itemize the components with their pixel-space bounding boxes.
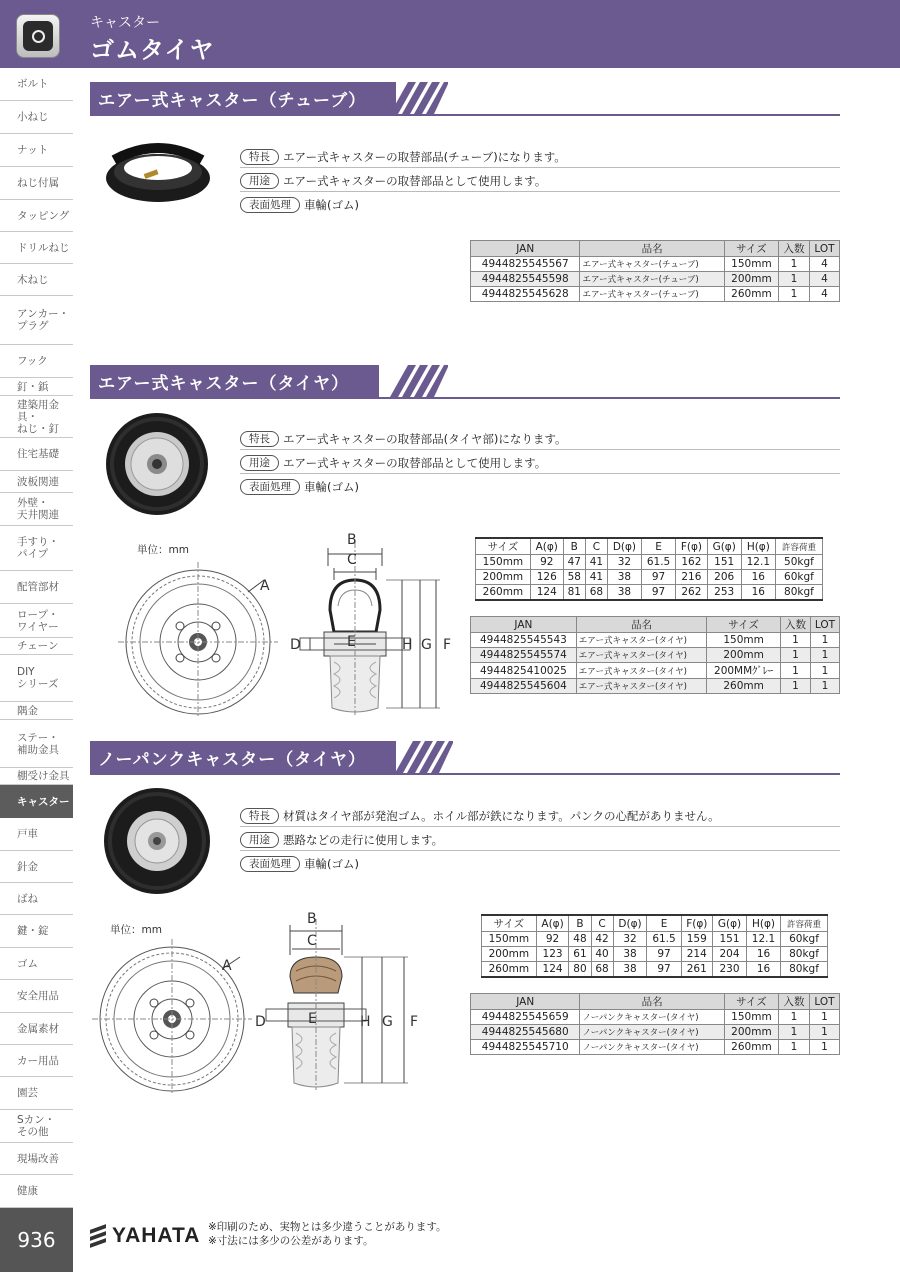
table-cell: エアー式キャスター(チューブ): [580, 257, 724, 272]
table-header-cell: C: [585, 538, 607, 555]
table-cell: 92: [536, 932, 569, 947]
table-header-cell: JAN: [471, 994, 580, 1010]
table-cell: 1: [779, 272, 810, 287]
sidebar-item[interactable]: ドリルねじ: [0, 232, 73, 264]
table-cell: 12.1: [741, 555, 775, 570]
table-cell: 200mm: [476, 570, 531, 585]
surface-text: 車輪(ゴム): [304, 857, 359, 871]
table-cell: 4944825410025: [471, 663, 577, 679]
table-cell: 61.5: [647, 932, 681, 947]
table-cell: ノーパンクキャスター(タイヤ): [580, 1040, 724, 1055]
surface-tag: 表面処理: [240, 856, 300, 872]
surface-row: [240, 194, 840, 216]
table-cell: 124: [536, 962, 569, 977]
table-cell: 200mm: [707, 648, 781, 663]
table-cell: 150mm: [482, 932, 537, 947]
table-cell: 1: [810, 633, 839, 648]
table-header-cell: 品名: [580, 241, 724, 257]
dim-d-label: D: [290, 637, 301, 653]
air-tire-photo: [105, 412, 210, 517]
table-cell: 1: [810, 1010, 840, 1025]
table-cell: 68: [585, 585, 607, 600]
table-cell: エアー式キャスター(タイヤ): [576, 633, 706, 648]
table-header-cell: C: [591, 915, 613, 932]
header-subtitle: キャスター: [90, 15, 160, 31]
section-title-bar: [90, 365, 840, 399]
table-cell: 38: [613, 947, 647, 962]
surface-text: 車輪(ゴム): [304, 198, 359, 212]
dim-g-label: G: [382, 1014, 393, 1030]
table-cell: 1: [810, 663, 839, 679]
table-cell: 97: [647, 962, 681, 977]
table-cell: 42: [591, 932, 613, 947]
table-cell: 97: [647, 947, 681, 962]
table-header-cell: G(φ): [707, 538, 741, 555]
table-header-cell: E: [647, 915, 681, 932]
table-cell: 200MMｸﾞﾚｰ: [707, 663, 781, 679]
table-cell: 60kgf: [781, 932, 828, 947]
table-cell: 253: [707, 585, 741, 600]
sidebar-item[interactable]: 鍵・錠: [0, 915, 73, 948]
page-number: 936: [0, 1208, 73, 1272]
table-header-cell: サイズ: [482, 915, 537, 932]
table-cell: 230: [713, 962, 747, 977]
page-header: [0, 0, 900, 68]
feature-tag: 特長: [240, 149, 279, 165]
table-header-cell: A(φ): [536, 915, 569, 932]
table-cell: 150mm: [724, 257, 778, 272]
sidebar-item[interactable]: 配管部材: [0, 571, 73, 604]
table-cell: 4: [810, 272, 840, 287]
dim-a-label: A: [260, 578, 270, 594]
table-header-cell: サイズ: [707, 617, 781, 633]
table-cell: 58: [563, 570, 585, 585]
table-header-cell: A(φ): [530, 538, 563, 555]
wheel-front-drawing: [118, 560, 278, 720]
table-cell: 4944825545680: [471, 1025, 580, 1040]
sidebar-item[interactable]: ナット: [0, 134, 73, 167]
table-cell: 216: [676, 570, 708, 585]
unit-label: 単位：mm: [110, 924, 162, 936]
sidebar-item[interactable]: 金属素材: [0, 1013, 73, 1045]
table-cell: 38: [607, 570, 641, 585]
sidebar-item[interactable]: タッピング: [0, 200, 73, 232]
unit-label: 単位：mm: [137, 544, 189, 556]
table-row: [471, 663, 840, 679]
sidebar-item[interactable]: ボルト: [0, 68, 73, 101]
table-header-cell: LOT: [810, 994, 840, 1010]
table-cell: 150mm: [476, 555, 531, 570]
table-cell: 16: [746, 962, 780, 977]
table-cell: 97: [641, 570, 675, 585]
table-cell: 4944825545543: [471, 633, 577, 648]
table-cell: 1: [781, 648, 811, 663]
use-text: 悪路などの走行に使用します。: [283, 832, 444, 847]
table-header-cell: サイズ: [476, 538, 531, 555]
table-row: [471, 272, 840, 287]
table-cell: エアー式キャスター(タイヤ): [576, 663, 706, 679]
table-cell: 1: [810, 679, 839, 694]
table-header-cell: 品名: [580, 994, 724, 1010]
feature-row: [240, 146, 840, 168]
table-cell: 162: [676, 555, 708, 570]
table-cell: 48: [569, 932, 591, 947]
table-cell: 260mm: [724, 1040, 778, 1055]
table-cell: 4: [810, 287, 840, 302]
dim-f-label: F: [443, 637, 452, 653]
dim-b-label: B: [347, 532, 357, 548]
sidebar-item[interactable]: 棚受け金具: [0, 768, 73, 785]
table-cell: 4944825545710: [471, 1040, 580, 1055]
table-cell: 32: [613, 932, 647, 947]
table-cell: 1: [781, 663, 811, 679]
table-cell: 4944825545604: [471, 679, 577, 694]
table-cell: エアー式キャスター(タイヤ): [576, 648, 706, 663]
table-cell: 126: [530, 570, 563, 585]
use-row: [240, 170, 840, 192]
surface-tag: 表面処理: [240, 479, 300, 495]
table-cell: 200mm: [724, 272, 778, 287]
sidebar-item[interactable]: 園芸: [0, 1077, 73, 1110]
table-header-cell: E: [641, 538, 675, 555]
table-cell: 200mm: [482, 947, 537, 962]
table-cell: 124: [530, 585, 563, 600]
table-cell: 1: [781, 633, 811, 648]
sidebar-item[interactable]: 安全用品: [0, 980, 73, 1013]
dim-a-label: A: [222, 958, 232, 974]
sidebar-item[interactable]: 釘・鋲: [0, 378, 73, 396]
section-title: エアー式キャスター（タイヤ）: [90, 365, 379, 397]
sidebar-item[interactable]: 手すり・ パイプ: [0, 526, 73, 571]
table-cell: 4944825545659: [471, 1010, 580, 1025]
table-cell: 204: [713, 947, 747, 962]
use-tag: 用途: [240, 455, 279, 471]
table-header-cell: H(φ): [741, 538, 775, 555]
sidebar-item[interactable]: 外壁・ 天井関連: [0, 493, 73, 526]
table-cell: 97: [641, 585, 675, 600]
sidebar-item[interactable]: DIY シリーズ: [0, 655, 73, 702]
sidebar-item[interactable]: 隅金: [0, 702, 73, 720]
table-header-cell: D(φ): [607, 538, 641, 555]
table-cell: 260mm: [724, 287, 778, 302]
table-header-cell: サイズ: [724, 994, 778, 1010]
table-row: [471, 1010, 840, 1025]
table-cell: 260mm: [476, 585, 531, 600]
table-cell: 150mm: [724, 1010, 778, 1025]
table-cell: 12.1: [746, 932, 780, 947]
dim-d-label: D: [255, 1014, 266, 1030]
table-cell: 61.5: [641, 555, 675, 570]
dim-e-label: E: [308, 1011, 317, 1027]
spec-table: [481, 914, 828, 978]
dim-c-label: C: [307, 933, 317, 949]
dim-f-label: F: [410, 1014, 419, 1030]
table-cell: 1: [810, 648, 839, 663]
tube-photo: [100, 138, 215, 206]
table-row: [476, 570, 823, 585]
use-text: エアー式キャスターの取替部品として使用します。: [283, 455, 547, 470]
table-header-cell: 入数: [779, 994, 810, 1010]
table-cell: 50kgf: [775, 555, 822, 570]
sidebar-item[interactable]: チェーン: [0, 638, 73, 655]
footer-notes: ※印刷のため、実物とは多少違うことがあります。 ※寸法には多少の公差があります。: [208, 1221, 447, 1247]
table-row: [471, 1025, 840, 1040]
feature-tag: 特長: [240, 431, 279, 447]
table-cell: 1: [810, 1025, 840, 1040]
surface-row: [240, 853, 840, 875]
dim-e-label: E: [347, 634, 356, 650]
table-row: [471, 679, 840, 694]
table-cell: 47: [563, 555, 585, 570]
use-text: エアー式キャスターの取替部品として使用します。: [283, 173, 547, 188]
feature-row: [240, 805, 840, 827]
table-cell: 260mm: [482, 962, 537, 977]
table-cell: 1: [779, 287, 810, 302]
table-header-cell: 許容荷重: [775, 538, 822, 555]
table-cell: 60kgf: [775, 570, 822, 585]
table-cell: 1: [781, 679, 811, 694]
table-row: [482, 932, 828, 947]
table-cell: 1: [810, 1040, 840, 1055]
caster-logo-icon: [16, 14, 60, 58]
sidebar-item[interactable]: ステー・ 補助金具: [0, 720, 73, 768]
table-cell: 80: [569, 962, 591, 977]
table-cell: 32: [607, 555, 641, 570]
surface-text: 車輪(ゴム): [304, 480, 359, 494]
section-title-bar: [90, 741, 840, 775]
wheel-side-drawing: [262, 915, 422, 1090]
sidebar-item[interactable]: 建築用金具・ ねじ・釘: [0, 396, 73, 438]
stripes-decoration-icon: [390, 82, 448, 114]
table-header-cell: F(φ): [681, 915, 712, 932]
table-cell: 261: [681, 962, 712, 977]
table-cell: 159: [681, 932, 712, 947]
yahata-mark-icon: [90, 1225, 106, 1247]
table-cell: 1: [779, 257, 810, 272]
table-cell: 16: [741, 585, 775, 600]
table-cell: 260mm: [707, 679, 781, 694]
yahata-logo: [90, 1224, 200, 1248]
sidebar-item[interactable]: 木ねじ: [0, 264, 73, 296]
table-row: [471, 633, 840, 648]
table-cell: 1: [779, 1025, 810, 1040]
feature-tag: 特長: [240, 808, 279, 824]
sidebar-item[interactable]: 戸車: [0, 818, 73, 851]
table-cell: 16: [741, 570, 775, 585]
use-tag: 用途: [240, 832, 279, 848]
feature-row: [240, 428, 840, 450]
sidebar-item[interactable]: アンカー・ プラグ: [0, 296, 73, 345]
table-row: [471, 257, 840, 272]
table-row: [471, 648, 840, 663]
sidebar-item[interactable]: ねじ付属: [0, 167, 73, 200]
sidebar-item[interactable]: カー用品: [0, 1045, 73, 1077]
section-title-bar: [90, 82, 840, 116]
section-title: エアー式キャスター（チューブ）: [90, 82, 396, 114]
use-row: [240, 829, 840, 851]
table-header-cell: 入数: [781, 617, 811, 633]
table-cell: ノーパンクキャスター(タイヤ): [580, 1010, 724, 1025]
table-cell: エアー式キャスター(チューブ): [580, 272, 724, 287]
sidebar-item[interactable]: 小ねじ: [0, 101, 73, 134]
table-header-cell: D(φ): [613, 915, 647, 932]
table-header-cell: 品名: [576, 617, 706, 633]
table-cell: 1: [779, 1040, 810, 1055]
category-sidebar: [0, 68, 73, 1208]
table-row: [471, 1040, 840, 1055]
sidebar-item[interactable]: 針金: [0, 851, 73, 883]
table-cell: ノーパンクキャスター(タイヤ): [580, 1025, 724, 1040]
table-cell: 4944825545598: [471, 272, 580, 287]
table-header-cell: LOT: [810, 241, 840, 257]
table-header-cell: G(φ): [713, 915, 747, 932]
table-header-cell: LOT: [810, 617, 839, 633]
table-cell: 41: [585, 570, 607, 585]
table-cell: 80kgf: [781, 947, 828, 962]
table-cell: 1: [779, 1010, 810, 1025]
table-row: [482, 962, 828, 977]
sidebar-item[interactable]: ロープ・ ワイヤー: [0, 604, 73, 638]
table-cell: 16: [746, 947, 780, 962]
table-cell: 38: [607, 585, 641, 600]
table-cell: 4944825545567: [471, 257, 580, 272]
surface-row: [240, 476, 840, 498]
dim-h-label: H: [402, 637, 413, 653]
table-header-cell: JAN: [471, 617, 577, 633]
no-puncture-tire-photo: [103, 787, 211, 895]
stripes-decoration-icon: [395, 741, 453, 773]
table-row: [476, 555, 823, 570]
dim-c-label: C: [347, 552, 357, 568]
jan-table: [470, 616, 840, 694]
table-cell: 262: [676, 585, 708, 600]
table-cell: 81: [563, 585, 585, 600]
table-cell: 4: [810, 257, 840, 272]
spec-table: [475, 537, 823, 601]
table-cell: 151: [713, 932, 747, 947]
feature-text: 材質はタイヤ部が発泡ゴム。ホイル部が鉄になります。パンクの心配がありません。: [283, 808, 720, 823]
dim-g-label: G: [421, 637, 432, 653]
sidebar-item[interactable]: Sカン・ その他: [0, 1110, 73, 1143]
table-cell: エアー式キャスター(タイヤ): [576, 679, 706, 694]
table-header-cell: F(φ): [676, 538, 708, 555]
table-header-cell: JAN: [471, 241, 580, 257]
jan-table: [470, 240, 840, 302]
table-header-cell: B: [569, 915, 591, 932]
sidebar-item[interactable]: 現場改善: [0, 1143, 73, 1175]
table-cell: 80kgf: [775, 585, 822, 600]
table-row: [482, 947, 828, 962]
sidebar-item[interactable]: 住宅基礎: [0, 438, 73, 471]
jan-table: [470, 993, 840, 1055]
table-cell: 206: [707, 570, 741, 585]
table-header-cell: B: [563, 538, 585, 555]
table-cell: 214: [681, 947, 712, 962]
use-row: [240, 452, 840, 474]
table-cell: 200mm: [724, 1025, 778, 1040]
sidebar-item[interactable]: キャスター: [0, 785, 73, 818]
use-tag: 用途: [240, 173, 279, 189]
surface-tag: 表面処理: [240, 197, 300, 213]
table-cell: 4944825545574: [471, 648, 577, 663]
stripes-decoration-icon: [390, 365, 448, 397]
table-cell: 123: [536, 947, 569, 962]
sidebar-item[interactable]: フック: [0, 345, 73, 378]
table-cell: 92: [530, 555, 563, 570]
table-row: [476, 585, 823, 600]
table-cell: 150mm: [707, 633, 781, 648]
sidebar-item[interactable]: ばね: [0, 883, 73, 915]
table-cell: 4944825545628: [471, 287, 580, 302]
wheel-side-drawing: [290, 540, 450, 715]
sidebar-item[interactable]: ゴム: [0, 948, 73, 980]
table-cell: 41: [585, 555, 607, 570]
table-cell: 151: [707, 555, 741, 570]
table-cell: 68: [591, 962, 613, 977]
table-header-cell: 入数: [779, 241, 810, 257]
table-cell: 38: [613, 962, 647, 977]
table-header-cell: H(φ): [746, 915, 780, 932]
sidebar-item[interactable]: 波板関連: [0, 471, 73, 493]
table-cell: 80kgf: [781, 962, 828, 977]
feature-text: エアー式キャスターの取替部品(タイヤ部)になります。: [283, 431, 567, 446]
table-header-cell: 許容荷重: [781, 915, 828, 932]
page-title: ゴムタイヤ: [90, 36, 215, 64]
table-cell: 40: [591, 947, 613, 962]
section-title: ノーパンクキャスター（タイヤ）: [90, 741, 396, 773]
feature-text: エアー式キャスターの取替部品(チューブ)になります。: [283, 149, 566, 164]
brand-name: YAHATA: [112, 1224, 201, 1247]
sidebar-item[interactable]: 健康: [0, 1175, 73, 1208]
dim-b-label: B: [307, 911, 317, 927]
table-cell: エアー式キャスター(チューブ): [580, 287, 724, 302]
table-header-cell: サイズ: [724, 241, 778, 257]
dim-h-label: H: [360, 1014, 371, 1030]
table-row: [471, 287, 840, 302]
table-cell: 61: [569, 947, 591, 962]
